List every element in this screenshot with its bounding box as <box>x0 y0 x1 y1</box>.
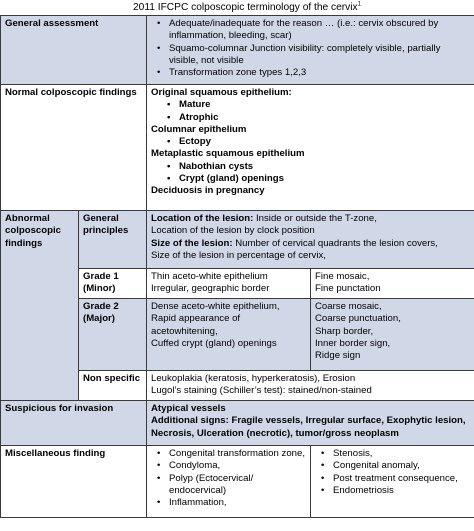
finding-text: Leukoplakia (keratosis, hyperkeratosis), Erosion <box>151 373 356 384</box>
finding-text: Cuffed crypt (gland) openings <box>151 337 277 349</box>
heading-metaplastic: Metaplastic squamous epithelium <box>151 148 305 160</box>
list-item: • Post treatment consequence, <box>315 473 470 485</box>
list-item: • Squamo-columnar Junction visibility: completely visible, partially visible, not visible <box>151 43 470 68</box>
label-normal-findings: Normal colposcopic findings <box>1 85 147 211</box>
finding-text: Atypical vessels <box>151 403 226 414</box>
grade-1-right <box>311 269 474 299</box>
row-abnormal-general <box>1 211 474 269</box>
row-suspicious-invasion <box>1 401 474 446</box>
finding-text: Additional signs: Fragile vessels, Irregular surface, Exophytic lesion, Necrosis, Ulceration (necrotic), tumor/gross neoplasm <box>151 415 466 439</box>
label-abnormal-findings: Abnormal colposcopic findings <box>1 211 79 401</box>
list-item: • Transformation zone types 1,2,3 <box>151 67 470 79</box>
grade-1-left <box>147 269 311 299</box>
finding-text: Thin aceto-white epithelium <box>151 271 268 282</box>
finding-text: Inner border sign, <box>315 337 391 349</box>
columnar-list <box>151 136 470 148</box>
row-normal-findings <box>1 85 474 211</box>
finding-text: Dense aceto-white epithelium, <box>151 301 280 312</box>
terminology-table <box>0 15 474 518</box>
finding-text: Coarse mosaic, <box>315 301 382 312</box>
size-text: Number of cervical quadrants the lesion covers, <box>232 237 438 249</box>
list-item: • Adequate/inadequate for the reason … (i.e.: cervix obscured by inflammation, bleeding, scar) <box>151 18 470 43</box>
finding-text: Fine punctation <box>315 283 381 295</box>
size-label: Size of the lesion: <box>151 237 233 249</box>
list-item: • Condyloma, <box>151 460 306 472</box>
label-grade-1: Grade 1 (Minor) <box>79 269 147 299</box>
metaplastic-list <box>151 161 470 186</box>
list-item: • Congenital anomaly, <box>315 460 470 472</box>
heading-original-squamous: Original squamous epithelium: <box>151 87 292 98</box>
finding-text: Lugol’s staining (Schiller’s test): stained/non-stained <box>151 385 372 397</box>
miscellaneous-left-list <box>151 448 306 509</box>
general-principles-content <box>147 211 474 269</box>
list-item: • Stenosis, <box>315 448 470 460</box>
list-item: • Inflammation, <box>151 497 306 509</box>
suspicious-invasion-content <box>147 401 474 446</box>
grade-2-left <box>147 299 311 371</box>
finding-text: Ridge sign <box>315 350 361 362</box>
label-general-principles: General principles <box>79 211 147 269</box>
label-grade-2: Grade 2 (Major) <box>79 299 147 371</box>
label-general-assessment: General assessment <box>1 16 147 85</box>
list-item: • Nabothian cysts <box>161 161 470 173</box>
location-clock-text: Location of the lesion by clock position <box>151 225 315 237</box>
row-general-assessment <box>1 16 474 85</box>
miscellaneous-left <box>147 446 311 518</box>
heading-deciduosis: Deciduosis in pregnancy <box>151 185 265 197</box>
list-item: • Ectopy <box>161 136 470 148</box>
list-item: • Crypt (gland) openings <box>161 173 470 185</box>
list-item: • Mature <box>161 99 470 111</box>
label-miscellaneous: Miscellaneous finding <box>1 446 147 518</box>
general-assessment-content <box>147 16 474 85</box>
table-caption <box>0 0 474 15</box>
general-assessment-list <box>151 18 470 79</box>
non-specific-content <box>147 371 474 401</box>
list-item: • Endometriosis <box>315 485 470 497</box>
heading-columnar: Columnar epithelium <box>151 123 247 135</box>
finding-text: Fine mosaic, <box>315 271 370 282</box>
finding-text: Sharp border, <box>315 325 374 337</box>
finding-text: Coarse punctuation, <box>315 313 401 325</box>
miscellaneous-right <box>311 446 474 518</box>
label-suspicious-invasion: Suspicious for invasion <box>1 401 147 446</box>
miscellaneous-right-list <box>315 448 470 497</box>
size-percentage-text: Size of the lesion in percentage of cervix, <box>151 249 326 261</box>
list-item: • Atrophic <box>161 112 470 124</box>
finding-text: Irregular, geographic border <box>151 283 270 295</box>
list-item: • Polyp (Ectocervical/ endocervical) <box>151 473 306 498</box>
original-squamous-list <box>151 99 470 124</box>
location-text: Inside or outside the T-zone, <box>253 213 377 224</box>
row-miscellaneous <box>1 446 474 518</box>
location-label: Location of the lesion: <box>151 213 254 224</box>
finding-text: Rapid appearance of acetowhitening, <box>151 313 241 337</box>
caption-footnote-marker: 1 <box>357 1 361 8</box>
caption-text: 2011 IFCPC colposcopic terminology of the cervix <box>133 2 358 13</box>
label-non-specific: Non specific <box>79 371 147 401</box>
normal-findings-content <box>147 85 474 211</box>
list-item: • Congenital transformation zone, <box>151 448 306 460</box>
grade-2-right <box>311 299 474 371</box>
